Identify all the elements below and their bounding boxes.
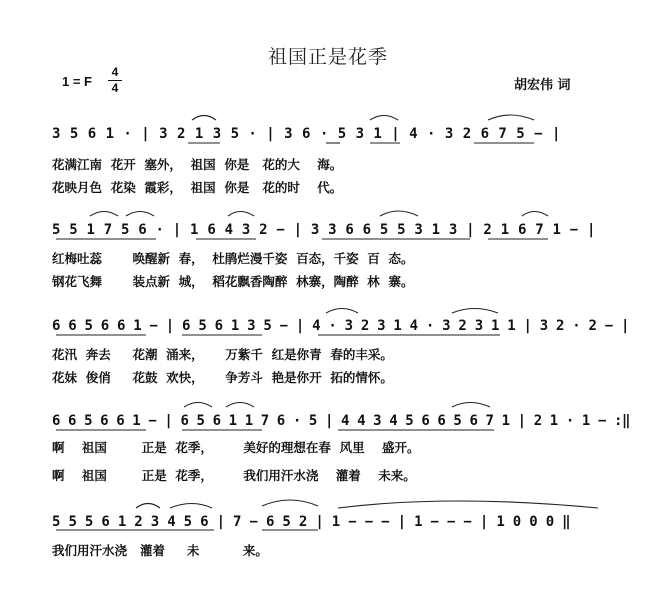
lyric-line-5: 我们用汗水浇 灌着 未 来。 bbox=[52, 543, 268, 558]
slur bbox=[228, 212, 254, 217]
slur bbox=[184, 403, 212, 408]
notation-line-2: 5 5 1 7 5 6 · | 1 6 4 3 2 − | 3 3 6 6 5 5 3 1 3 | 2 1 6 7 1 − | bbox=[52, 222, 596, 238]
lyric-line-4a: 啊 祖国 正是 花季， 美好的理想在春 风里 盛开。 bbox=[52, 440, 420, 455]
lyric-line-4b: 啊 祖国 正是 花季， 我们用汗水浇 灌着 未来。 bbox=[52, 468, 416, 483]
notation-line-1: 3 5 6 1 · | 3 2 1 3 5 · | 3 6 · 5 3 1 | 4 · 3 2 6 7 5 − | bbox=[52, 126, 561, 142]
lyricist-credit: 胡宏伟 词 bbox=[514, 78, 571, 93]
slur bbox=[380, 211, 418, 216]
notation-line-3: 6 6 5 6 6 1 − | 6 5 6 1 3 5 − | 4 · 3 2 3 1 4 · 3 2 3 1 1 | 3 2 · 2 − | bbox=[52, 318, 630, 334]
slur bbox=[262, 500, 318, 506]
lyric-line-3a: 花汛 奔去 花潮 涌来， 万紫千 红是你青 春的丰采。 bbox=[52, 347, 393, 362]
lyric-line-2a: 红梅吐蕊 唤醒新 春， 杜鹃烂漫千姿 百态，千姿 百 态。 bbox=[52, 251, 414, 266]
slur bbox=[452, 309, 498, 314]
meter-top: 4 bbox=[111, 65, 119, 79]
slur bbox=[136, 504, 160, 509]
slur bbox=[90, 212, 118, 217]
slur bbox=[326, 309, 358, 314]
notation-line-4: 6 6 5 6 6 1 − | 6 5 6 1 1 7 6 · 5 | 4 4 3 4 5 6 6 5 6 7 1 | 2 1 · 1 − :‖ bbox=[52, 413, 631, 429]
notation-line-5: 5 5 5 6 1 2 3 4 5 6 | 7 − 6 5 2 | 1 − − − | 1 − − − | 1 0 0 0 ‖ bbox=[52, 514, 571, 530]
slur bbox=[192, 116, 216, 121]
slur bbox=[126, 212, 154, 217]
slur bbox=[338, 501, 598, 508]
song-title: 祖国正是花季 bbox=[267, 46, 388, 68]
slur bbox=[170, 504, 212, 509]
meter-bottom: 4 bbox=[111, 81, 119, 95]
slur bbox=[522, 212, 548, 217]
lyric-line-1b: 花映月色 花染 霞彩， 祖国 你是 花的时 代。 bbox=[52, 180, 343, 195]
lyric-line-3b: 花妹 俊俏 花鼓 欢快， 争芳斗 艳是你开 拓的情怀。 bbox=[52, 370, 393, 385]
slur bbox=[370, 116, 398, 121]
slur bbox=[226, 403, 254, 408]
lyric-line-1a: 花满江南 花开 塞外， 祖国 你是 花的大 海。 bbox=[52, 157, 343, 172]
slur bbox=[488, 115, 534, 120]
lyric-line-2b: 钢花飞舞 装点新 城， 稻花飘香陶醉 林寨，陶醉 林 寨。 bbox=[52, 274, 414, 289]
key-signature: 1 = F bbox=[62, 74, 92, 89]
slur bbox=[452, 403, 490, 408]
